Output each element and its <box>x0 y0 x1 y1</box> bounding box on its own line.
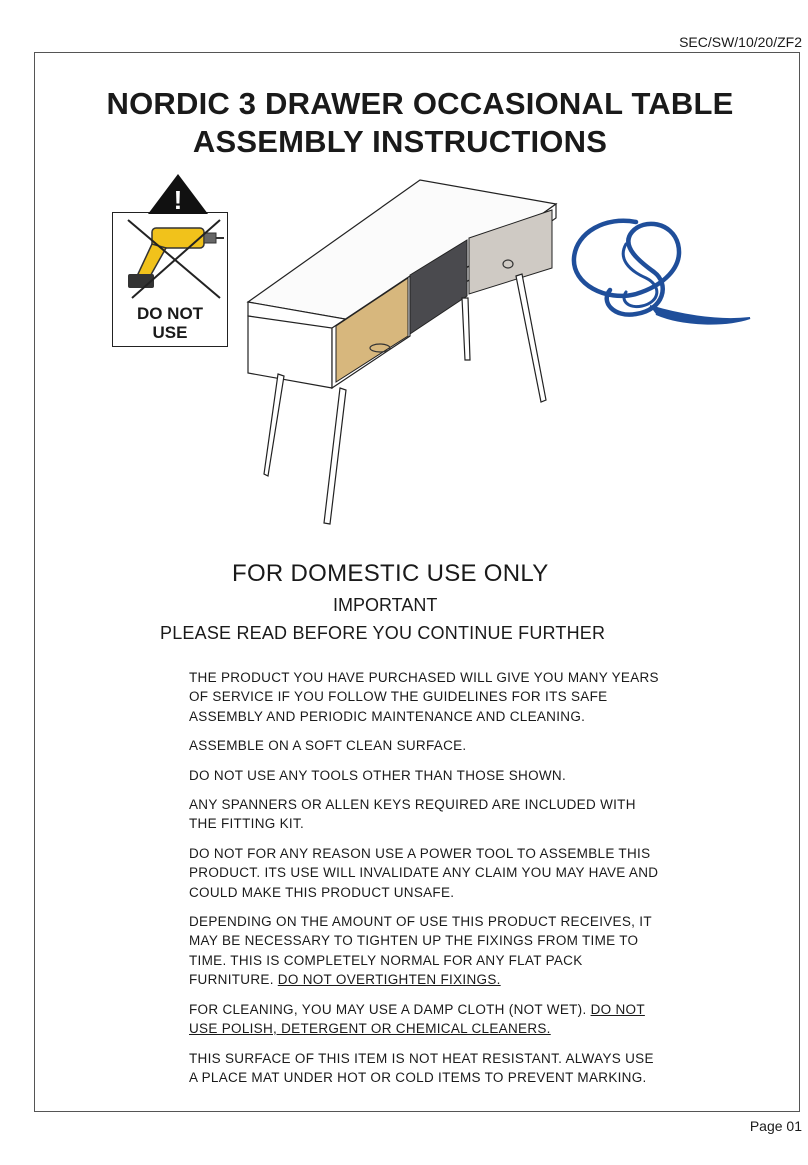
paragraph-tools: DO NOT USE ANY TOOLS OTHER THAN THOSE SHOWN. <box>189 767 567 783</box>
paragraph-fixings <box>189 912 659 990</box>
paragraph-assemble-surface: ASSEMBLE ON A SOFT CLEAN SURFACE. <box>189 738 467 754</box>
warning-label-line-1: DO NOT <box>136 304 204 323</box>
cleaning-warning: DO NOT USE POLISH, DETERGENT OR CHEMICAL CLEANERS. <box>189 1001 645 1037</box>
power-drill-crossed-icon <box>122 218 226 302</box>
title-line-2: ASSEMBLY INSTRUCTIONS <box>192 124 608 159</box>
page-number: Page 01 <box>749 1118 802 1134</box>
paragraph-service: THE PRODUCT YOU HAVE PURCHASED WILL GIVE YOU MANY YEARS OF SERVICE IF YOU FOLLOW THE GUIDELINES FOR ITS SAFE ASSEMBLY AND PERIODIC MAINTENANCE AND CLEANING. <box>189 670 659 724</box>
domestic-use-notice: FOR DOMESTIC USE ONLY <box>232 560 549 587</box>
title-line-1: NORDIC 3 DRAWER OCCASIONAL TABLE <box>106 86 734 121</box>
fixings-warning: DO NOT OVERTIGHTEN FIXINGS. <box>277 972 501 988</box>
instructions-body <box>189 668 659 1097</box>
warning-symbol: ! <box>173 185 183 215</box>
please-read-heading: PLEASE READ BEFORE YOU CONTINUE FURTHER <box>160 623 606 643</box>
doc-reference: SEC/SW/10/20/ZF2 <box>679 34 802 50</box>
important-heading: IMPORTANT <box>333 595 438 615</box>
warning-triangle-icon <box>146 172 210 216</box>
paragraph-cleaning <box>189 1000 659 1039</box>
paragraph-power-tool: DO NOT FOR ANY REASON USE A POWER TOOL TO ASSEMBLE THIS PRODUCT. ITS USE WILL INVALIDATE ANY CLAIM YOU MAY HAVE AND COULD MAKE THIS PRODUCT UNSAFE. <box>189 845 659 900</box>
paragraph-spanners: ANY SPANNERS OR ALLEN KEYS REQUIRED ARE INCLUDED WITH THE FITTING KIT. <box>189 797 636 832</box>
table-illustration <box>240 168 560 533</box>
paragraph-heat: THIS SURFACE OF THIS ITEM IS NOT HEAT RESISTANT. ALWAYS USE A PLACE MAT UNDER HOT OR COLD ITEMS TO PREVENT MARKING. <box>189 1050 654 1085</box>
warning-label-line-2: USE <box>152 323 188 342</box>
cleaning-text: FOR CLEANING, YOU MAY USE A DAMP CLOTH (NOT WET). <box>189 1001 591 1017</box>
brand-logo-icon <box>566 214 756 334</box>
fixings-text: DEPENDING ON THE AMOUNT OF USE THIS PRODUCT RECEIVES, IT MAY BE NECESSARY TO TIGHTEN UP THE FIXINGS FROM TIME TO TIME. THIS IS COMPLETELY NORMAL FOR ANY FLAT PACK FURNITURE. <box>189 914 652 988</box>
